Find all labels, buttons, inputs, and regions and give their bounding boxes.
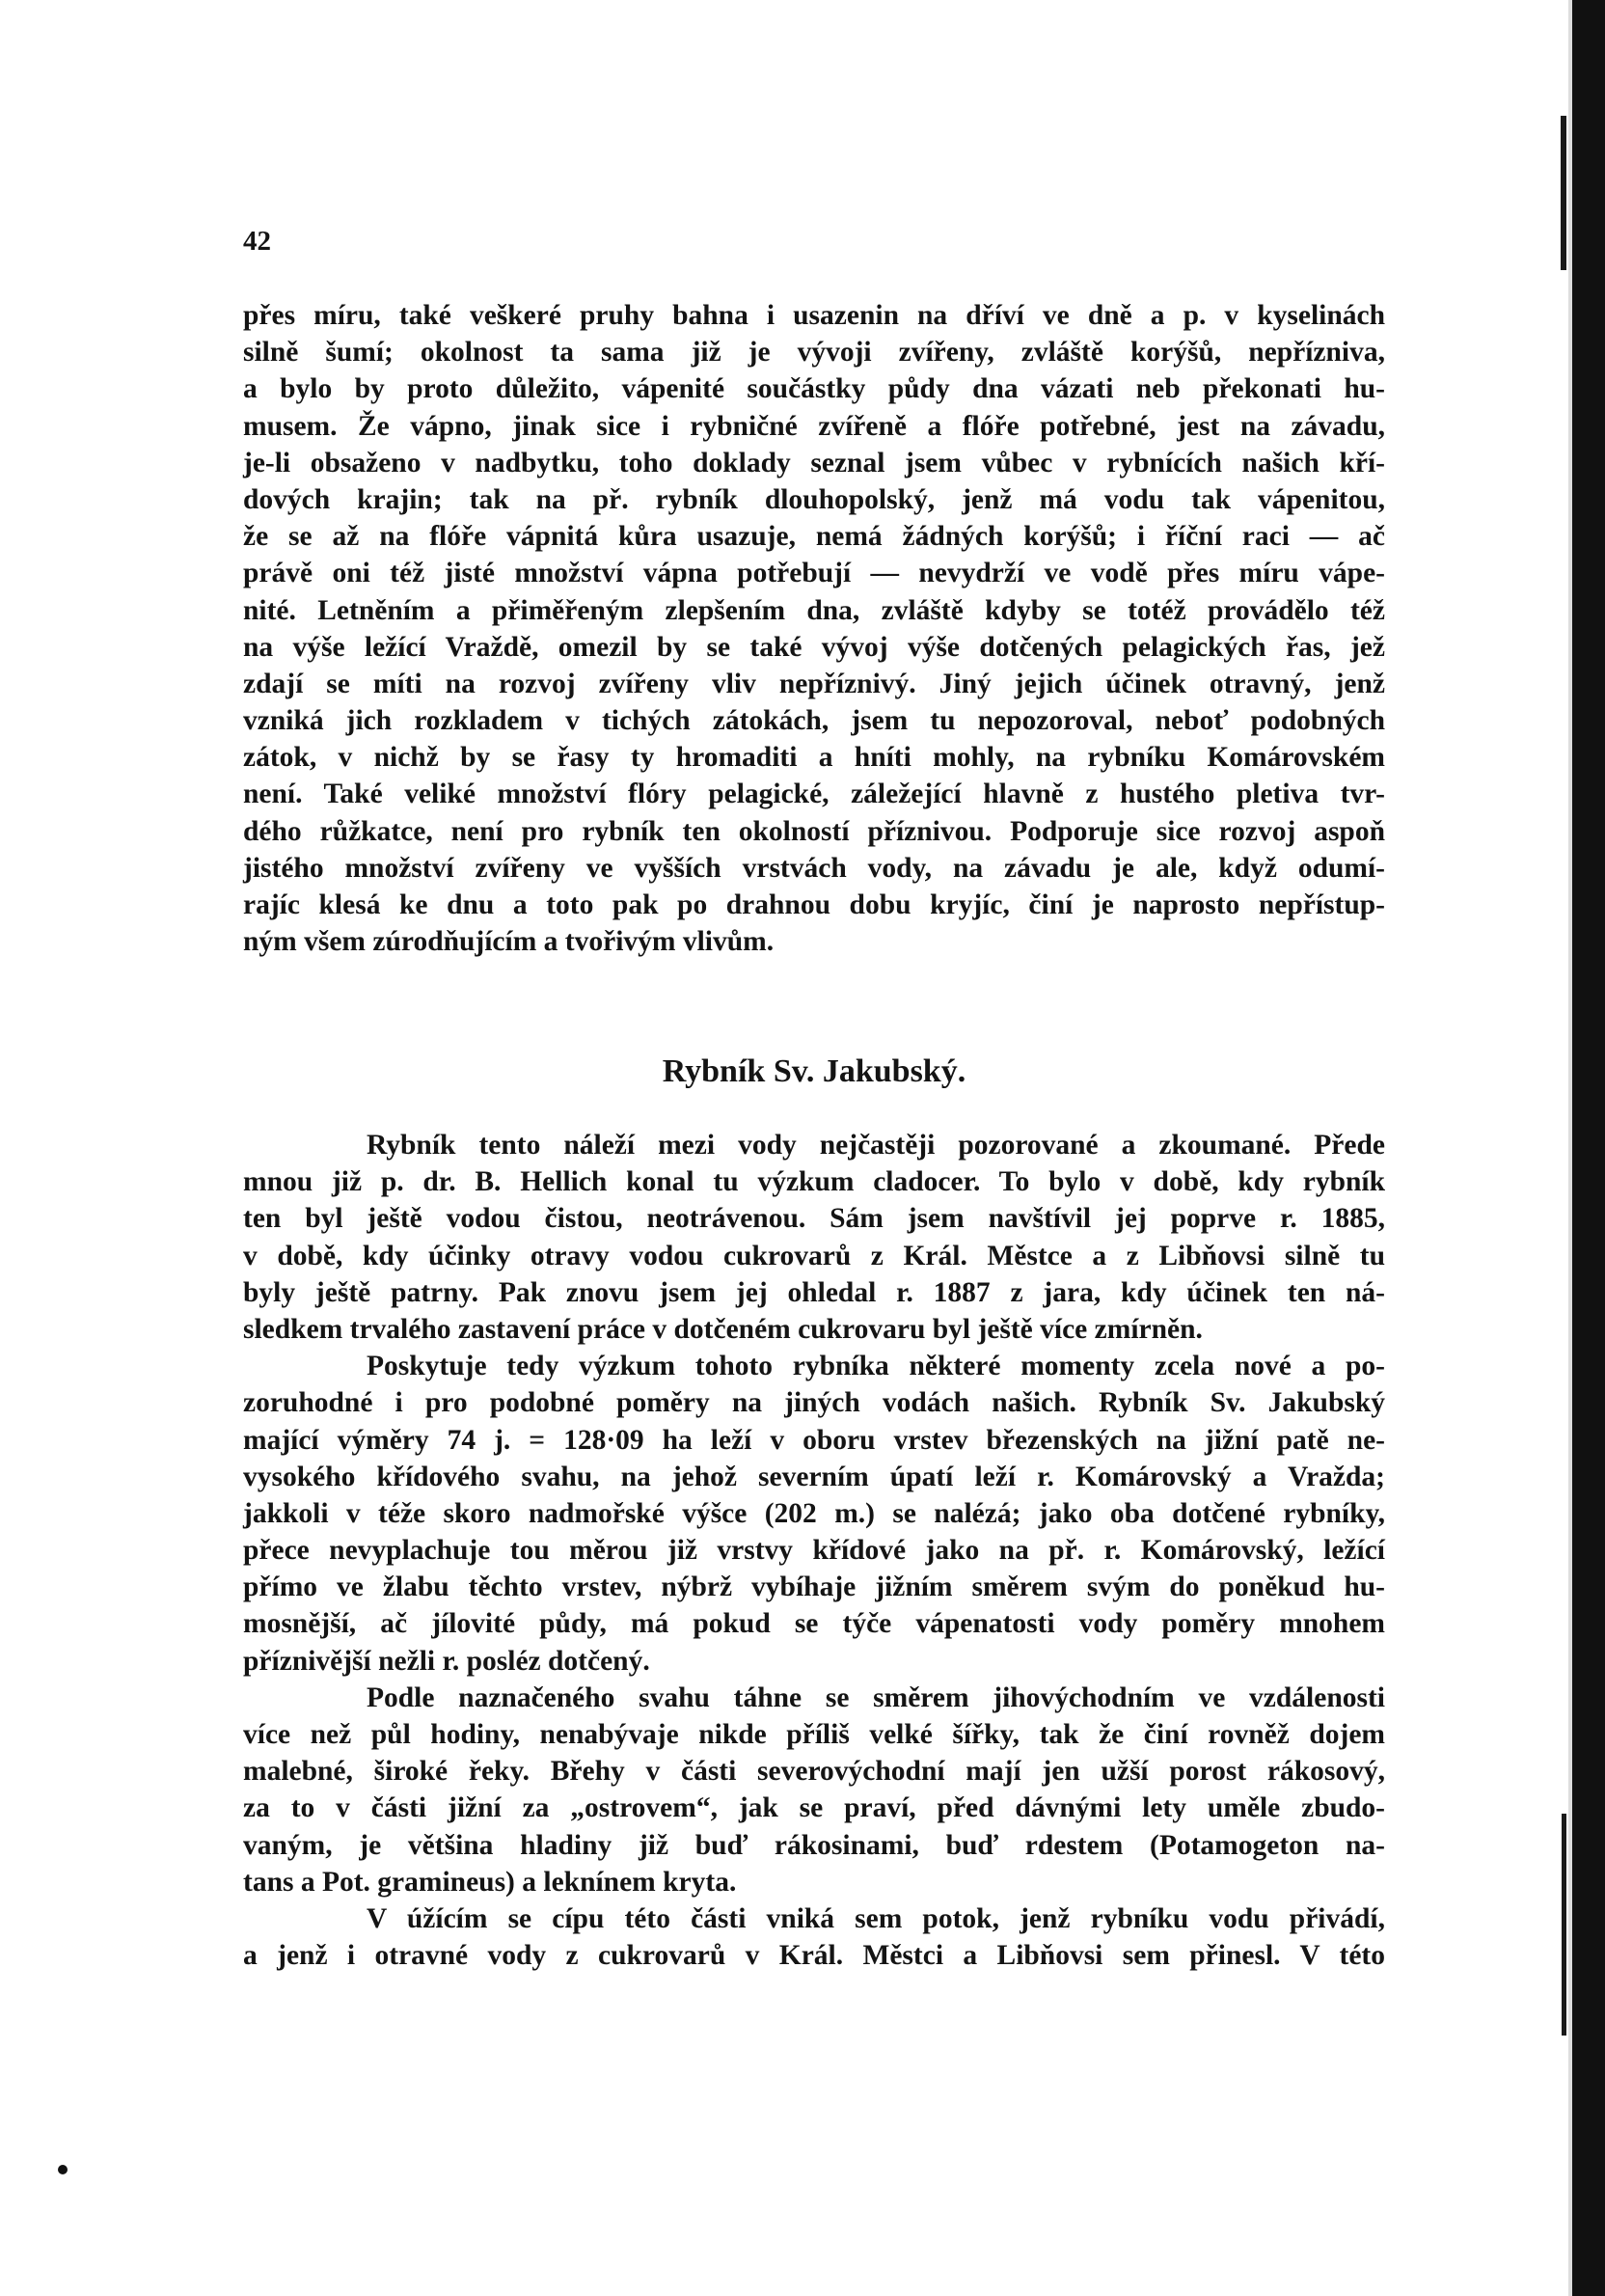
text-line: Poskytuje tedy výzkum tohoto rybníka některé momenty zcela nové a po-: [367, 1351, 1385, 1382]
text-line: za to v části jižní za „ostrovem“, jak se praví, před dávnými lety uměle zbudo-: [243, 1792, 1385, 1824]
section-heading: Rybník Sv. Jakubský.: [662, 1053, 966, 1089]
text-line: vysokého křídového svahu, na jehož severním úpatí leží r. Komárovský a Vražda;: [243, 1461, 1385, 1492]
text-line: mající výměry 74 j. = 128·09 ha leží v oboru vrstev březenských na jižní patě ne-: [243, 1424, 1385, 1456]
text-line: byly ještě patrny. Pak znovu jsem jej ohledal r. 1887 z jara, kdy účinek ten ná-: [243, 1276, 1385, 1308]
text-line: že se až na flóře vápnitá kůra usazuje, nemá žádných korýšů; i říční raci — ač: [243, 521, 1385, 553]
text-line: přes míru, také veškeré pruhy bahna i usazenin na dříví ve dně a p. v kyselinách: [243, 300, 1385, 331]
scan-dot: [58, 2165, 68, 2174]
text-line: a bylo by proto důležito, vápenité součástky půdy dna vázati neb překonati hu-: [243, 373, 1385, 405]
text-line: musem. Že vápno, jinak sice i rybničné zvířeně a flóře potřebné, jest na závadu,: [243, 410, 1385, 442]
text-line: zátok, v nichž by se řasy ty hromaditi a hníti mohly, na rybníku Komárovském: [243, 742, 1385, 774]
section-body: [243, 1127, 1385, 1974]
text-line: tans a Pot. gramineus) a leknínem kryta.: [243, 1866, 737, 1898]
text-line: dových krajin; tak na př. rybník dlouhopolský, jenž má vodu tak vápenitou,: [243, 483, 1385, 515]
text-line: není. Také veliké množství flóry pelagické, záležející hlavně z hustého pletiva tvr-: [243, 779, 1385, 810]
text-line: V úžícím se cípu této části vniká sem potok, jenž rybníku vodu přivádí,: [367, 1902, 1385, 1934]
text-line: mnou již p. dr. B. Hellich konal tu výzkum cladocer. To bylo v době, kdy rybník: [243, 1166, 1385, 1198]
scan-mark: [1561, 116, 1566, 270]
text-line: rajíc klesá ke dnu a toto pak po drahnou dobu kryjíc, činí je naprosto nepřístup-: [243, 889, 1385, 920]
text-line: silně šumí; okolnost ta sama již je vývoji zvířeny, zvláště korýšů, nepřízniva,: [243, 337, 1385, 369]
text-line: příznivější nežli r. posléz dotčený.: [243, 1645, 650, 1677]
text-line: ten byl ještě vodou čistou, neotrávenou. Sám jsem navštívil jej poprve r. 1885,: [243, 1203, 1385, 1235]
text-line: vaným, je většina hladiny již buď rákosinami, buď rdestem (Potamogeton na-: [243, 1829, 1385, 1861]
scan-mark: [1562, 1814, 1566, 2036]
text-line: malebné, široké řeky. Břehy v části severovýchodní mají jen užší porost rákosový,: [243, 1756, 1385, 1788]
text-line: sledkem trvalého zastavení práce v dotčeném cukrovaru byl ještě více zmírněn.: [243, 1313, 1203, 1345]
text-line: nité. Letněním a přiměřeným zlepšením dna, zvláště kdyby se totéž provádělo též: [243, 594, 1385, 626]
text-line: právě oni též jisté množství vápna potřebují — nevydrží ve vodě přes míru vápe-: [243, 558, 1385, 589]
text-line: jakkoli v téže skoro nadmořské výšce (202 m.) se nalézá; jako oba dotčené rybníky,: [243, 1497, 1385, 1529]
text-line: ným všem zúrodňujícím a tvořivým vlivům.: [243, 926, 775, 958]
text-line: zoruhodné i pro podobné poměry na jiných vodách našich. Rybník Sv. Jakubský: [243, 1387, 1385, 1419]
text-line: Rybník tento náleží mezi vody nejčastěji pozorované a zkoumané. Přede: [367, 1130, 1385, 1161]
text-line: v době, kdy účinky otravy vodou cukrovarů z Král. Městce a z Libňovsi silně tu: [243, 1240, 1385, 1271]
text-line: vzniká jich rozkladem v tichých zátokách, jsem tu nepozoroval, neboť podobných: [243, 705, 1385, 737]
page-number: 42: [243, 226, 271, 257]
text-line: přece nevyplachuje tou měrou již vrstvy křídové jako na př. r. Komárovský, ležící: [243, 1535, 1385, 1567]
text-line: je-li obsaženo v nadbytku, toho doklady seznal jsem vůbec v rybnících našich kří-: [243, 447, 1385, 478]
text-line: zdají se míti na rozvoj zvířeny vliv nepříznivý. Jiný jejich účinek otravný, jenž: [243, 668, 1385, 699]
paragraph-1: [243, 297, 1385, 960]
scan-border: [1572, 0, 1605, 2296]
text-line: jistého množství zvířeny ve vyšších vrstvách vody, na závadu je ale, když odumí-: [243, 852, 1385, 884]
text-line: přímo ve žlabu těchto vrstev, nýbrž vybíhaje jižním směrem svým do poněkud hu-: [243, 1572, 1385, 1603]
text-line: a jenž i otravné vody z cukrovarů v Král. Městci a Libňovsi sem přinesl. V této: [243, 1940, 1385, 1972]
text-line: Podle naznačeného svahu táhne se směrem jihovýchodním ve vzdálenosti: [367, 1681, 1385, 1713]
text-line: více než půl hodiny, nenabývaje nikde příliš velké šířky, tak že činí rovněž dojem: [243, 1719, 1385, 1750]
text-line: dého růžkatce, není pro rybník ten okolností příznivou. Podporuje sice rozvoj aspoň: [243, 815, 1385, 847]
text-line: mosnější, ač jílovité půdy, má pokud se týče vápenatosti vody poměry mnohem: [243, 1608, 1385, 1640]
text-line: na výše ležící Vraždě, omezil by se také vývoj výše dotčených pelagických řas, jež: [243, 631, 1385, 663]
